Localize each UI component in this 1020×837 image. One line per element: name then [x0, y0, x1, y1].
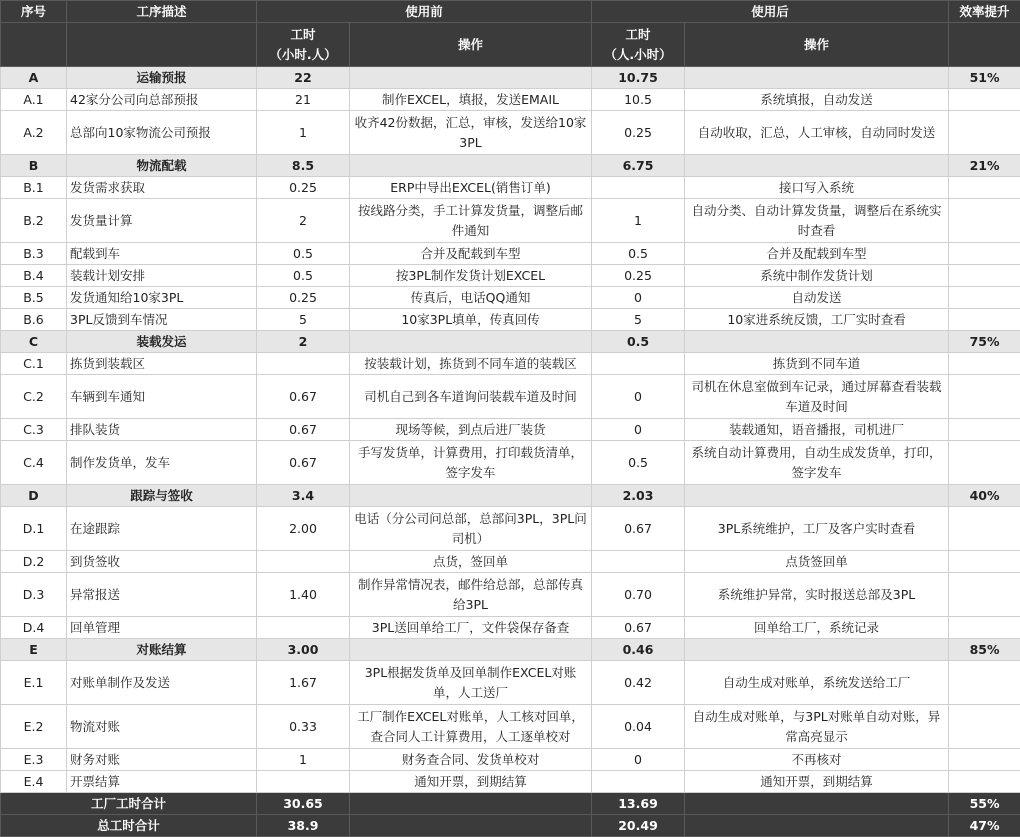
hours-before-cell: 1.40: [257, 573, 350, 617]
op-before-cell: 10家3PL填单，传真回传: [350, 309, 592, 331]
desc-cell: 对账结算: [67, 639, 257, 661]
desc-cell: 对账单制作及发送: [67, 661, 257, 705]
op-before-cell: [350, 331, 592, 353]
hours-before-cell: 3.4: [257, 485, 350, 507]
table-row: [1, 573, 1020, 617]
op-after-cell: 回单给工厂，系统记录: [685, 617, 949, 639]
desc-cell: 总部向10家物流公司预报: [67, 111, 257, 155]
hours-before-cell: 0.33: [257, 705, 350, 749]
op-after-cell: 自动生成对账单，系统发送给工厂: [685, 661, 949, 705]
op-after-cell: 不再核对: [685, 749, 949, 771]
hours-after-cell: 10.75: [592, 67, 685, 89]
efficiency-cell: 75%: [949, 331, 1020, 353]
hours-before-cell: 0.67: [257, 419, 350, 441]
table-row: [1, 287, 1020, 309]
seq-cell: B.2: [1, 199, 67, 243]
op-after-cell: 拣货到不同车道: [685, 353, 949, 375]
blank-cell: [685, 793, 949, 815]
table-row: [1, 749, 1020, 771]
seq-cell: B.3: [1, 243, 67, 265]
desc-cell: 财务对账: [67, 749, 257, 771]
hours-before-cell: 2: [257, 331, 350, 353]
seq-cell: B.4: [1, 265, 67, 287]
hours-before-cell: 8.5: [257, 155, 350, 177]
table-row: [1, 419, 1020, 441]
hours-before-cell: 22: [257, 67, 350, 89]
op-before-cell: 合并及配载到车型: [350, 243, 592, 265]
total-row: [1, 793, 1020, 815]
hours-after-cell: 0.67: [592, 507, 685, 551]
hours-after-cell: 0.46: [592, 639, 685, 661]
table-body: [1, 67, 1020, 837]
section-row: [1, 67, 1020, 89]
op-before-cell: 司机自己到各车道询问装载车道及时间: [350, 375, 592, 419]
efficiency-cell: [949, 243, 1020, 265]
op-after-cell: 接口写入系统: [685, 177, 949, 199]
header-op-after: 操作: [685, 23, 949, 67]
hours-after-cell: 10.5: [592, 89, 685, 111]
header-blank: [67, 23, 257, 67]
header-seq: 序号: [1, 1, 67, 23]
efficiency-cell: [949, 89, 1020, 111]
table-row: [1, 309, 1020, 331]
op-before-cell: 现场等候，到点后进厂装货: [350, 419, 592, 441]
seq-cell: B.6: [1, 309, 67, 331]
op-before-cell: 财务查合同、发货单校对: [350, 749, 592, 771]
seq-cell: E.4: [1, 771, 67, 793]
op-after-cell: [685, 331, 949, 353]
op-after-cell: [685, 67, 949, 89]
hours-before-cell: 0.67: [257, 441, 350, 485]
desc-cell: 配载到车: [67, 243, 257, 265]
op-after-cell: 3PL系统维护，工厂及客户实时查看: [685, 507, 949, 551]
efficiency-cell: [949, 111, 1020, 155]
seq-cell: E.3: [1, 749, 67, 771]
table-row: [1, 265, 1020, 287]
seq-cell: A.1: [1, 89, 67, 111]
total-row: [1, 815, 1020, 837]
desc-cell: 发货量计算: [67, 199, 257, 243]
hours-before-cell: 2.00: [257, 507, 350, 551]
seq-cell: C.1: [1, 353, 67, 375]
op-before-cell: [350, 67, 592, 89]
efficiency-cell: 85%: [949, 639, 1020, 661]
total-hours-after-cell: 20.49: [592, 815, 685, 837]
efficiency-cell: [949, 309, 1020, 331]
desc-cell: 开票结算: [67, 771, 257, 793]
hours-after-cell: 6.75: [592, 155, 685, 177]
total-label-cell: 工厂工时合计: [1, 793, 257, 815]
table-row: [1, 551, 1020, 573]
op-after-cell: 合并及配载到车型: [685, 243, 949, 265]
op-after-cell: 自动发送: [685, 287, 949, 309]
desc-cell: 发货通知给10家3PL: [67, 287, 257, 309]
efficiency-cell: [949, 419, 1020, 441]
hours-after-cell: 0.5: [592, 441, 685, 485]
hours-before-cell: 1: [257, 749, 350, 771]
total-hours-before-cell: 30.65: [257, 793, 350, 815]
header-desc: 工序描述: [67, 1, 257, 23]
hours-before-cell: 21: [257, 89, 350, 111]
seq-cell: B.1: [1, 177, 67, 199]
op-before-cell: 通知开票，到期结算: [350, 771, 592, 793]
op-after-cell: 通知开票，到期结算: [685, 771, 949, 793]
table-row: [1, 177, 1020, 199]
hours-after-cell: 1: [592, 199, 685, 243]
op-before-cell: 收齐42份数据，汇总，审核，发送给10家3PL: [350, 111, 592, 155]
header-before: 使用前: [257, 1, 592, 23]
header-blank: [949, 23, 1020, 67]
op-after-cell: 司机在休息室做到车记录，通过屏幕查看装载车道及时间: [685, 375, 949, 419]
total-efficiency-cell: 47%: [949, 815, 1020, 837]
desc-cell: 物流对账: [67, 705, 257, 749]
seq-cell: A: [1, 67, 67, 89]
seq-cell: C.3: [1, 419, 67, 441]
seq-cell: C: [1, 331, 67, 353]
op-before-cell: [350, 639, 592, 661]
hours-after-cell: 0.67: [592, 617, 685, 639]
hours-before-cell: 2: [257, 199, 350, 243]
hours-after-cell: 0.70: [592, 573, 685, 617]
hours-before-cell: 1: [257, 111, 350, 155]
total-label-cell: 总工时合计: [1, 815, 257, 837]
op-after-cell: 系统中制作发货计划: [685, 265, 949, 287]
efficiency-cell: [949, 705, 1020, 749]
hours-before-cell: [257, 551, 350, 573]
hours-before-cell: [257, 617, 350, 639]
total-hours-before-cell: 38.9: [257, 815, 350, 837]
seq-cell: C.2: [1, 375, 67, 419]
efficiency-cell: [949, 353, 1020, 375]
header-efficiency: 效率提升: [949, 1, 1020, 23]
hours-after-cell: [592, 771, 685, 793]
seq-cell: E.1: [1, 661, 67, 705]
efficiency-cell: [949, 661, 1020, 705]
seq-cell: A.2: [1, 111, 67, 155]
efficiency-cell: [949, 507, 1020, 551]
op-after-cell: 自动分类、自动计算发货量，调整后在系统实时查看: [685, 199, 949, 243]
efficiency-cell: [949, 441, 1020, 485]
op-after-cell: 系统填报，自动发送: [685, 89, 949, 111]
op-before-cell: 点货，签回单: [350, 551, 592, 573]
header-after: 使用后: [592, 1, 949, 23]
table-row: [1, 771, 1020, 793]
op-after-cell: [685, 485, 949, 507]
table-row: [1, 507, 1020, 551]
desc-cell: 装载发运: [67, 331, 257, 353]
desc-cell: 3PL反馈到车情况: [67, 309, 257, 331]
table-row: [1, 199, 1020, 243]
table-row: [1, 353, 1020, 375]
op-after-cell: 系统维护异常，实时报送总部及3PL: [685, 573, 949, 617]
op-after-cell: [685, 155, 949, 177]
hours-after-cell: 0.5: [592, 243, 685, 265]
efficiency-cell: 51%: [949, 67, 1020, 89]
desc-cell: 异常报送: [67, 573, 257, 617]
op-after-cell: 点货签回单: [685, 551, 949, 573]
hours-before-cell: 1.67: [257, 661, 350, 705]
efficiency-cell: 40%: [949, 485, 1020, 507]
hours-after-cell: 2.03: [592, 485, 685, 507]
desc-cell: 排队装货: [67, 419, 257, 441]
hours-before-cell: 0.5: [257, 265, 350, 287]
seq-cell: E.2: [1, 705, 67, 749]
hours-before-cell: 0.67: [257, 375, 350, 419]
efficiency-cell: [949, 287, 1020, 309]
efficiency-cell: [949, 749, 1020, 771]
hours-after-cell: 0.25: [592, 265, 685, 287]
header-hours-before: 工时 （小时.人）: [257, 23, 350, 67]
table-row: [1, 705, 1020, 749]
section-row: [1, 331, 1020, 353]
header-op-before: 操作: [350, 23, 592, 67]
op-before-cell: [350, 155, 592, 177]
op-before-cell: 3PL根据发货单及回单制作EXCEL对账单，人工送厂: [350, 661, 592, 705]
table-row: [1, 441, 1020, 485]
efficiency-cell: [949, 177, 1020, 199]
op-after-cell: 10家进系统反馈，工厂实时查看: [685, 309, 949, 331]
op-before-cell: 3PL送回单给工厂，文件袋保存备查: [350, 617, 592, 639]
op-after-cell: 系统自动计算费用，自动生成发货单，打印，签字发车: [685, 441, 949, 485]
total-hours-after-cell: 13.69: [592, 793, 685, 815]
op-before-cell: 传真后，电话QQ通知: [350, 287, 592, 309]
hours-after-cell: 0.04: [592, 705, 685, 749]
hours-after-cell: 5: [592, 309, 685, 331]
op-after-cell: 装载通知，语音播报，司机进厂: [685, 419, 949, 441]
section-row: [1, 639, 1020, 661]
op-before-cell: 制作EXCEL，填报，发送EMAIL: [350, 89, 592, 111]
op-before-cell: 按装载计划，拣货到不同车道的装载区: [350, 353, 592, 375]
seq-cell: D.4: [1, 617, 67, 639]
seq-cell: E: [1, 639, 67, 661]
op-after-cell: 自动生成对账单，与3PL对账单自动对账，异常高亮显示: [685, 705, 949, 749]
op-before-cell: 按线路分类，手工计算发货量，调整后邮件通知: [350, 199, 592, 243]
table-row: [1, 617, 1020, 639]
hours-after-cell: 0.25: [592, 111, 685, 155]
hours-before-cell: 0.25: [257, 287, 350, 309]
efficiency-cell: [949, 265, 1020, 287]
desc-cell: 回单管理: [67, 617, 257, 639]
op-before-cell: ERP中导出EXCEL(销售订单): [350, 177, 592, 199]
blank-cell: [350, 793, 592, 815]
op-before-cell: 制作异常情况表，邮件给总部，总部传真给3PL: [350, 573, 592, 617]
op-before-cell: 手写发货单，计算费用，打印载货清单，签字发车: [350, 441, 592, 485]
efficiency-cell: [949, 573, 1020, 617]
desc-cell: 物流配载: [67, 155, 257, 177]
efficiency-cell: [949, 375, 1020, 419]
desc-cell: 发货需求获取: [67, 177, 257, 199]
hours-after-cell: [592, 177, 685, 199]
hours-after-cell: 0: [592, 375, 685, 419]
efficiency-cell: [949, 771, 1020, 793]
hours-after-cell: [592, 353, 685, 375]
hours-before-cell: [257, 771, 350, 793]
table-row: [1, 661, 1020, 705]
seq-cell: B.5: [1, 287, 67, 309]
seq-cell: D.3: [1, 573, 67, 617]
desc-cell: 制作发货单，发车: [67, 441, 257, 485]
blank-cell: [685, 815, 949, 837]
seq-cell: C.4: [1, 441, 67, 485]
hours-after-cell: 0: [592, 419, 685, 441]
table-row: [1, 375, 1020, 419]
desc-cell: 运输预报: [67, 67, 257, 89]
op-after-cell: 自动收取，汇总，人工审核，自动同时发送: [685, 111, 949, 155]
op-after-cell: [685, 639, 949, 661]
desc-cell: 车辆到车通知: [67, 375, 257, 419]
hours-before-cell: [257, 353, 350, 375]
hours-after-cell: 0: [592, 749, 685, 771]
hours-before-cell: 0.5: [257, 243, 350, 265]
seq-cell: D.1: [1, 507, 67, 551]
op-before-cell: 工厂制作EXCEL对账单，人工核对回单，查合同人工计算费用，人工逐单校对: [350, 705, 592, 749]
efficiency-cell: [949, 617, 1020, 639]
op-before-cell: [350, 485, 592, 507]
op-before-cell: 电话（分公司问总部，总部问3PL，3PL问司机）: [350, 507, 592, 551]
desc-cell: 42家分公司向总部预报: [67, 89, 257, 111]
seq-cell: D.2: [1, 551, 67, 573]
desc-cell: 到货签收: [67, 551, 257, 573]
op-before-cell: 按3PL制作发货计划EXCEL: [350, 265, 592, 287]
blank-cell: [350, 815, 592, 837]
table-row: [1, 111, 1020, 155]
desc-cell: 跟踪与签收: [67, 485, 257, 507]
desc-cell: 装载计划安排: [67, 265, 257, 287]
hours-after-cell: 0: [592, 287, 685, 309]
hours-after-cell: 0.5: [592, 331, 685, 353]
header-blank: [1, 23, 67, 67]
hours-after-cell: 0.42: [592, 661, 685, 705]
efficiency-cell: [949, 551, 1020, 573]
desc-cell: 在途跟踪: [67, 507, 257, 551]
total-efficiency-cell: 55%: [949, 793, 1020, 815]
section-row: [1, 155, 1020, 177]
header-hours-after: 工时 （人.小时）: [592, 23, 685, 67]
seq-cell: D: [1, 485, 67, 507]
hours-before-cell: 0.25: [257, 177, 350, 199]
hours-before-cell: 5: [257, 309, 350, 331]
efficiency-cell: 21%: [949, 155, 1020, 177]
hours-after-cell: [592, 551, 685, 573]
desc-cell: 拣货到装载区: [67, 353, 257, 375]
efficiency-cell: [949, 199, 1020, 243]
table-row: [1, 89, 1020, 111]
section-row: [1, 485, 1020, 507]
table-row: [1, 243, 1020, 265]
hours-before-cell: 3.00: [257, 639, 350, 661]
seq-cell: B: [1, 155, 67, 177]
